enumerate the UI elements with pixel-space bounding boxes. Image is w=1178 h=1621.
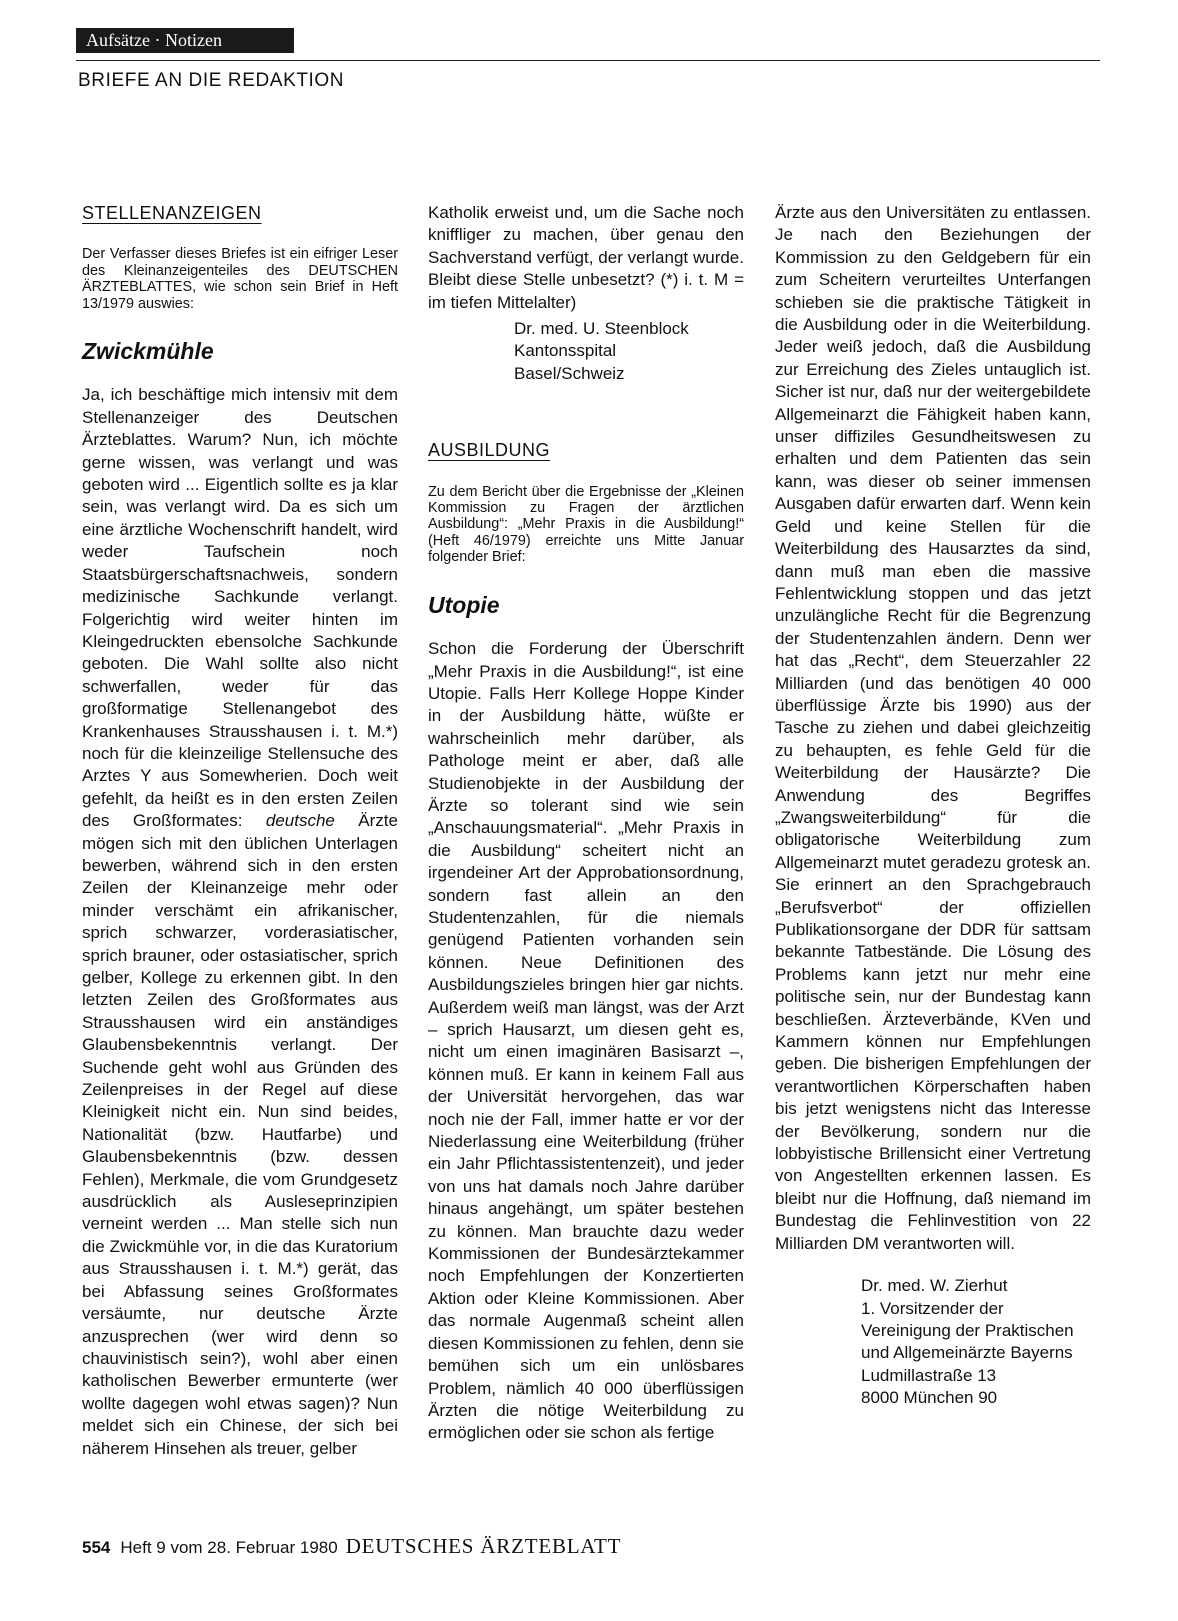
signature-line: Dr. med. W. Zierhut (861, 1276, 1008, 1296)
article1-body-continued: Katholik erweist und, um die Sache noch kniffliger zu machen, über genau den Sachverstand verfügt, der verlangt wurde. Bleibt diese Stelle unbesetzt? (*) i. t. M = im tiefen Mittelalter) (428, 203, 744, 312)
column-2 (428, 202, 744, 1445)
footer (82, 1534, 621, 1559)
article1-body (82, 384, 398, 1460)
signature-line: Ludmillastraße 13 (861, 1365, 997, 1385)
signature-line: und Allgemeinärzte Bayerns (861, 1343, 1073, 1363)
article2-headline: Utopie (428, 591, 500, 618)
article2-body-continued: Ärzte aus den Universitäten zu entlassen. Je nach den Beziehungen der Kommission zu den Geldgebern für ein zum Scheitern verurteiltes Unterfangen schieben sie die praktische Tätigkeit in die Ausbildung oder in die Weiterbildung. Jeder weiß jedoch, daß die Ausbildung zur Erreichung des Zieles untauglich ist. Sicher ist nur, daß nur der weitergebildete Allgemeinarzt die Fähigkeit haben kann, unser diffiziles Gesundheitswesen zu erhalten und dem Patienten das sein kann, was dieser ob seiner immensen Ausgaben dafür erwarten darf. Wenn kein Geld und keine Stellen für die Weiterbildung des Hausarztes da sind, dann muß man eben die massive Fehlentwicklung stoppen und das jetzt unzulängliche Recht für die Begrenzung der Studentenzahlen ändern. Denn wer hat das „Recht“, dem Steuerzahler 22 Milliarden (und das benötigen 40 000 überflüssige Ärzte bis 1990) aus der Tasche zu ziehen und dabei gleichzeitig zu behaupten, es fehle Geld für die Weiterbildung der Hausärzte? Die Anwendung des Begriffes „Zwangsweiterbildung“ für die obligatorische Weiterbildung zum Allgemeinarzt mutet geradezu grotesk an. Sie erinnert an den Sprachgebrauch „Berufsverbot“ der offiziellen Publikationsorgane der DDR für sattsam bekannte Tatbestände. Die Lösung des Problems kann jetzt nur mehr eine politische sein, nur der Bundestag kann beschließen. Ärzteverbände, KVen und Kammern können nur Empfehlungen geben. Die bisherigen Empfehlungen der verantwortlichen Körperschaften haben bis jetzt wenigstens nicht das Interesse der Bevölkerung, sondern nur die lobbyistische Brillensicht einer Vertretung von Angestellten erkennen lassen. Es bleibt nur die Hoffnung, daß niemand im Bundestag die Fehlinvestition von 22 Milliarden DM verantworten will. (775, 203, 1091, 1253)
column-3 (775, 202, 1091, 1410)
rubric-stellenanzeigen: STELLENANZEIGEN (82, 203, 262, 223)
page-number: 554 (82, 1538, 111, 1557)
article2-intro: Zu dem Bericht über die Ergebnisse der „Kleinen Kommission zu Fragen der ärztlichen Ausbildung“: „Mehr Praxis in die Ausbildung!“ (Heft 46/1979) erreichte uns Mitte Januar folgender Brief: (428, 483, 744, 566)
magazine-name: DEUTSCHES ÄRZTEBLATT (345, 1534, 622, 1558)
article1-body-emphasis: deutsche (265, 811, 335, 831)
signature-line: Basel/Schweiz (514, 363, 625, 383)
article1-signature (514, 318, 744, 385)
signature-line: Kantonsspital (514, 341, 617, 361)
article2-signature (861, 1275, 1091, 1409)
article1-intro: Der Verfasser dieses Briefes ist ein eifriger Leser des Kleinanzeigenteiles des DEUTSCHEN ÄRZTEBLATTES, wie schon sein Brief in Heft 13/1979 auswies: (82, 246, 398, 312)
signature-line: Dr. med. U. Steenblock (514, 319, 689, 339)
article1-body-part1: Ja, ich beschäftige mich intensiv mit dem Stellenanzeiger des Deutschen Ärzteblattes. Warum? Nun, ich möchte gerne wissen, was verlangt und was geboten wird ... Eigentlich sollte es ja klar sein, was verlangt wird. Da es sich um eine ärztliche Wochenschrift handelt, wird weder Taufschein noch Staatsbürgerschaftsnachweis, sondern medizinische Sachkunde verlangt. Folgerichtig wird weiter hinten im Kleingedruckten ebensolche Sachkunde geboten. Die Wahl sollte also nicht schwerfallen, weder für das großformatige Stellenangebot des Krankenhauses Strausshausen i. t. M.*) noch für die kleinzeilige Stellensuche des Arztes Y aus Somewherien. Doch weit gefehlt, da heißt es in den ersten Zeilen des Großformates: (82, 385, 398, 831)
signature-line: Vereinigung der Praktischen (861, 1320, 1074, 1340)
signature-line: 1. Vorsitzender der (861, 1298, 1004, 1318)
article2-body: Schon die Forderung der Überschrift „Mehr Praxis in die Ausbildung!“, ist eine Utopie. Falls Herr Kollege Hoppe Kinder in der Ausbildung hätte, wüßte er wahrscheinlich mehr darüber, als Pathologe meint er aber, daß alle Studienobjekte in der Ausbildung der Ärzte so tolerant sind wie sein „Anschauungsmaterial“. „Mehr Praxis in die Ausbildung“ scheitert nicht an irgendeiner Art der Approbationsordnung, sondern fast allein an den Studentenzahlen, für die niemals genügend Patienten vorhanden sein können. Neue Definitionen des Ausbildungszieles bringen hier gar nichts. Außerdem weiß man längst, was der Arzt – sprich Hausarzt, um diesen geht es, nicht um einen imaginären Basisarzt –, können muß. Er kann in keinem Fall aus der Universität hervorgehen, das war noch nie der Fall, immer hatte er vor der Niederlassung eine Weiterbildung (früher ein Jahr Pflichtassistentenzeit), und jeder von uns hat damals noch Jahre darüber hinaus angehängt, um später bestehen zu können. Man brauchte dazu weder Kommissionen der Bundesärztekammer noch Empfehlungen der Konzertierten Aktion oder Kleine Kommissionen. Aber das normale Augenmaß scheint allen diesen Kommissionen zu fehlen, denn sie bemühen sich um ein unlösbares Problem, nämlich 40 000 überflüssigen Ärzten die nötige Weiterbildung zu ermöglichen oder sie schon als fertige (428, 639, 744, 1443)
header-rule (76, 60, 1100, 61)
section-tag: Aufsätze · Notizen (76, 28, 294, 53)
column-1 (82, 202, 398, 1460)
issue-info: Heft 9 vom 28. Februar 1980 (120, 1538, 338, 1557)
signature-line: 8000 München 90 (861, 1388, 998, 1408)
article1-headline: Zwickmühle (82, 338, 214, 365)
section-title: BRIEFE AN DIE REDAKTION (78, 70, 345, 91)
article1-body-part2: Ärzte mögen sich mit den üblichen Unterlagen bewerben, während sich in den ersten Zeilen der Kleinanzeige mehr oder minder verschämt ein afrikanischer, sprich schwarzer, vorderasiatischer, sprich brauner, oder ostasiatischer, sprich gelber, Kollege zu erkennen gibt. In den letzten Zeilen des Großformates aus Strausshausen wird ein anständiges Glaubensbekenntnis verlangt. Der Suchende geht wohl aus Gründen des Zeilenpreises in der Regel auf diese Kleinigkeit nicht ein. Nun sind beides, Nationalität (bzw. Hautfarbe) und Glaubensbekenntnis (bzw. dessen Fehlen), Merkmale, die vom Grundgesetz ausdrücklich als Ausleseprinzipien verneint werden ... Man stelle sich nun die Zwickmühle vor, in die das Kuratorium aus Strausshausen i. t. M.*) gerät, das bei Abfassung seines Großformates versäumte, nur deutsche Ärzte anzusprechen (wer wird denn so chauvinistisch sein?), wohl aber einen katholischen Bewerber ermunterte (wer wollte dagegen wohl etwas sagen)? Nun meldet sich ein Chinese, der sich bei näherem Hinsehen als treuer, gelber (82, 811, 398, 1458)
rubric-ausbildung: AUSBILDUNG (428, 440, 551, 461)
